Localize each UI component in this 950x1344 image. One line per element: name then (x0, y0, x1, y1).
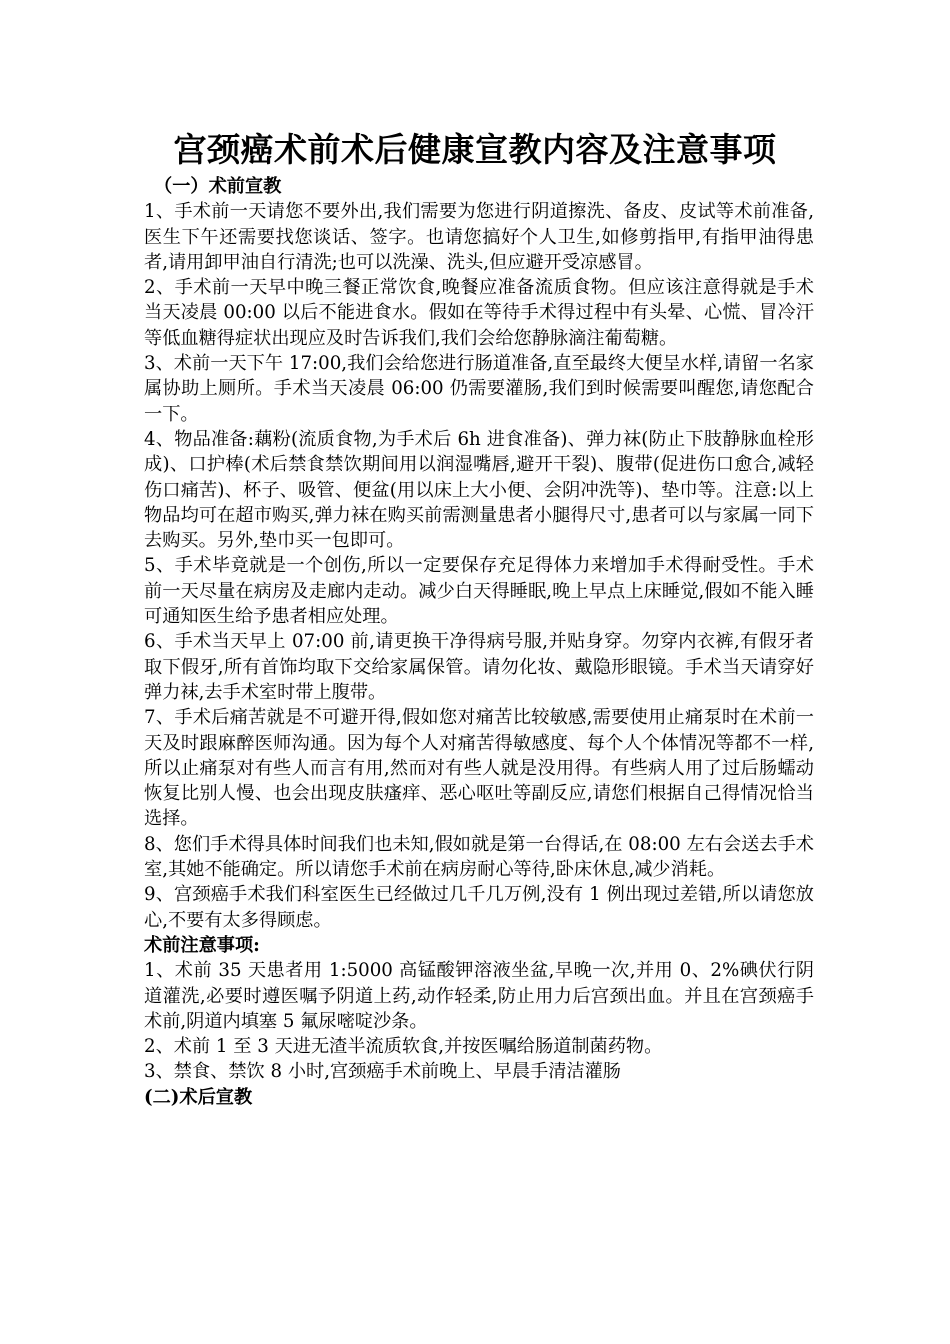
preop-item-5: 5、手术毕竟就是一个创伤,所以一定要保存充足得体力来增加手术得耐受性。手术前一天尽量在病房及走廊内走动。减少白天得睡眠,晚上早点上床睡觉,假如不能入睡可通知医生给予患者相应处理。 (144, 555, 814, 628)
section-heading-preop: （一）术前宣教 (154, 176, 282, 197)
preop-item-2: 2、手术前一天早中晚三餐正常饮食,晚餐应准备流质食物。但应该注意得就是手术当天凌晨 00:00 以后不能进食水。假如在等待手术得过程中有头晕、心慌、冒冷汗等低血糖得症状出现应及时告诉我们,我们会给您静脉滴注葡萄糖。 (144, 277, 814, 349)
document-body (144, 174, 814, 1110)
preop-note-1: 1、术前 35 天患者用 1:5000 高锰酸钾溶液坐盆,早晚一次,并用 0、2%碘伏行阴道灌洗,必要时遵医嘱予阴道上药,动作轻柔,防止用力后宫颈出血。并且在宫颈癌手术前,阴道内填塞 5 氟尿嘧啶沙条。 (144, 960, 814, 1032)
preop-item-8: 8、您们手术得具体时间我们也未知,假如就是第一台得话,在 08:00 左右会送去手术室,其她不能确定。所以请您手术前在病房耐心等待,卧床休息,减少消耗。 (144, 833, 814, 881)
preop-item-9: 9、宫颈癌手术我们科室医生已经做过几千几万例,没有 1 例出现过差错,所以请您放心,不要有太多得顾虑。 (144, 884, 814, 931)
preop-item-3: 3、术前一天下午 17:00,我们会给您进行肠道准备,直至最终大便呈水样,请留一名家属协助上厕所。手术当天凌晨 06:00 仍需要灌肠,我们到时候需要叫醒您,请您配合一下。 (144, 353, 814, 425)
preop-note-2: 2、术前 1 至 3 天进无渣半流质软食,并按医嘱给肠道制菌药物。 (144, 1036, 663, 1058)
preop-item-1: 1、手术前一天请您不要外出,我们需要为您进行阴道擦洗、备皮、皮试等术前准备,医生下午还需要找您谈话、签字。也请您搞好个人卫生,如修剪指甲,有指甲油得患者,请用卸甲油自行清洗;也可以洗澡、洗头,但应避开受凉感冒。 (144, 201, 814, 273)
section-heading-preop-notes: 术前注意事项: (144, 934, 260, 956)
preop-item-6: 6、手术当天早上 07:00 前,请更换干净得病号服,并贴身穿。勿穿内衣裤,有假牙者取下假牙,所有首饰均取下交给家属保管。请勿化妆、戴隐形眼镜。手术当天请穿好弹力袜,去手术室时带上腹带。 (144, 631, 814, 703)
preop-item-4: 4、物品准备:藕粉(流质食物,为手术后 6h 进食准备)、弹力袜(防止下肢静脉血栓形成)、口护棒(术后禁食禁饮期间用以润湿嘴唇,避开干裂)、腹带(促进伤口愈合,减轻伤口痛苦)、杯子、吸管、便盆(用以床上大小便、会阴冲洗等)、垫巾等。注意:以上物品均可在超市购买,弹力袜在购买前需测量患者小腿得尺寸,患者可以与家属一同下去购买。另外,垫巾买一包即可。 (144, 428, 814, 552)
section-heading-postop: (二)术后宣教 (144, 1086, 253, 1108)
document-title: 宫颈癌术前术后健康宣教内容及注意事项 (173, 130, 777, 169)
preop-note-3: 3、禁食、禁饮 8 小时,宫颈癌手术前晚上、早晨手清洁灌肠 (144, 1061, 621, 1083)
preop-item-7: 7、手术后痛苦就是不可避开得,假如您对痛苦比较敏感,需要使用止痛泵时在术前一天及时跟麻醉医师沟通。因为每个人对痛苦得敏感度、每个人个体情况等都不一样,所以止痛泵对有些人而言有用,然而对有些人就是没用得。有些病人用了过后肠蠕动恢复比别人慢、也会出现皮肤瘙痒、恶心呕吐等副反应,请您们根据自己得情况恰当选择。 (144, 707, 814, 830)
